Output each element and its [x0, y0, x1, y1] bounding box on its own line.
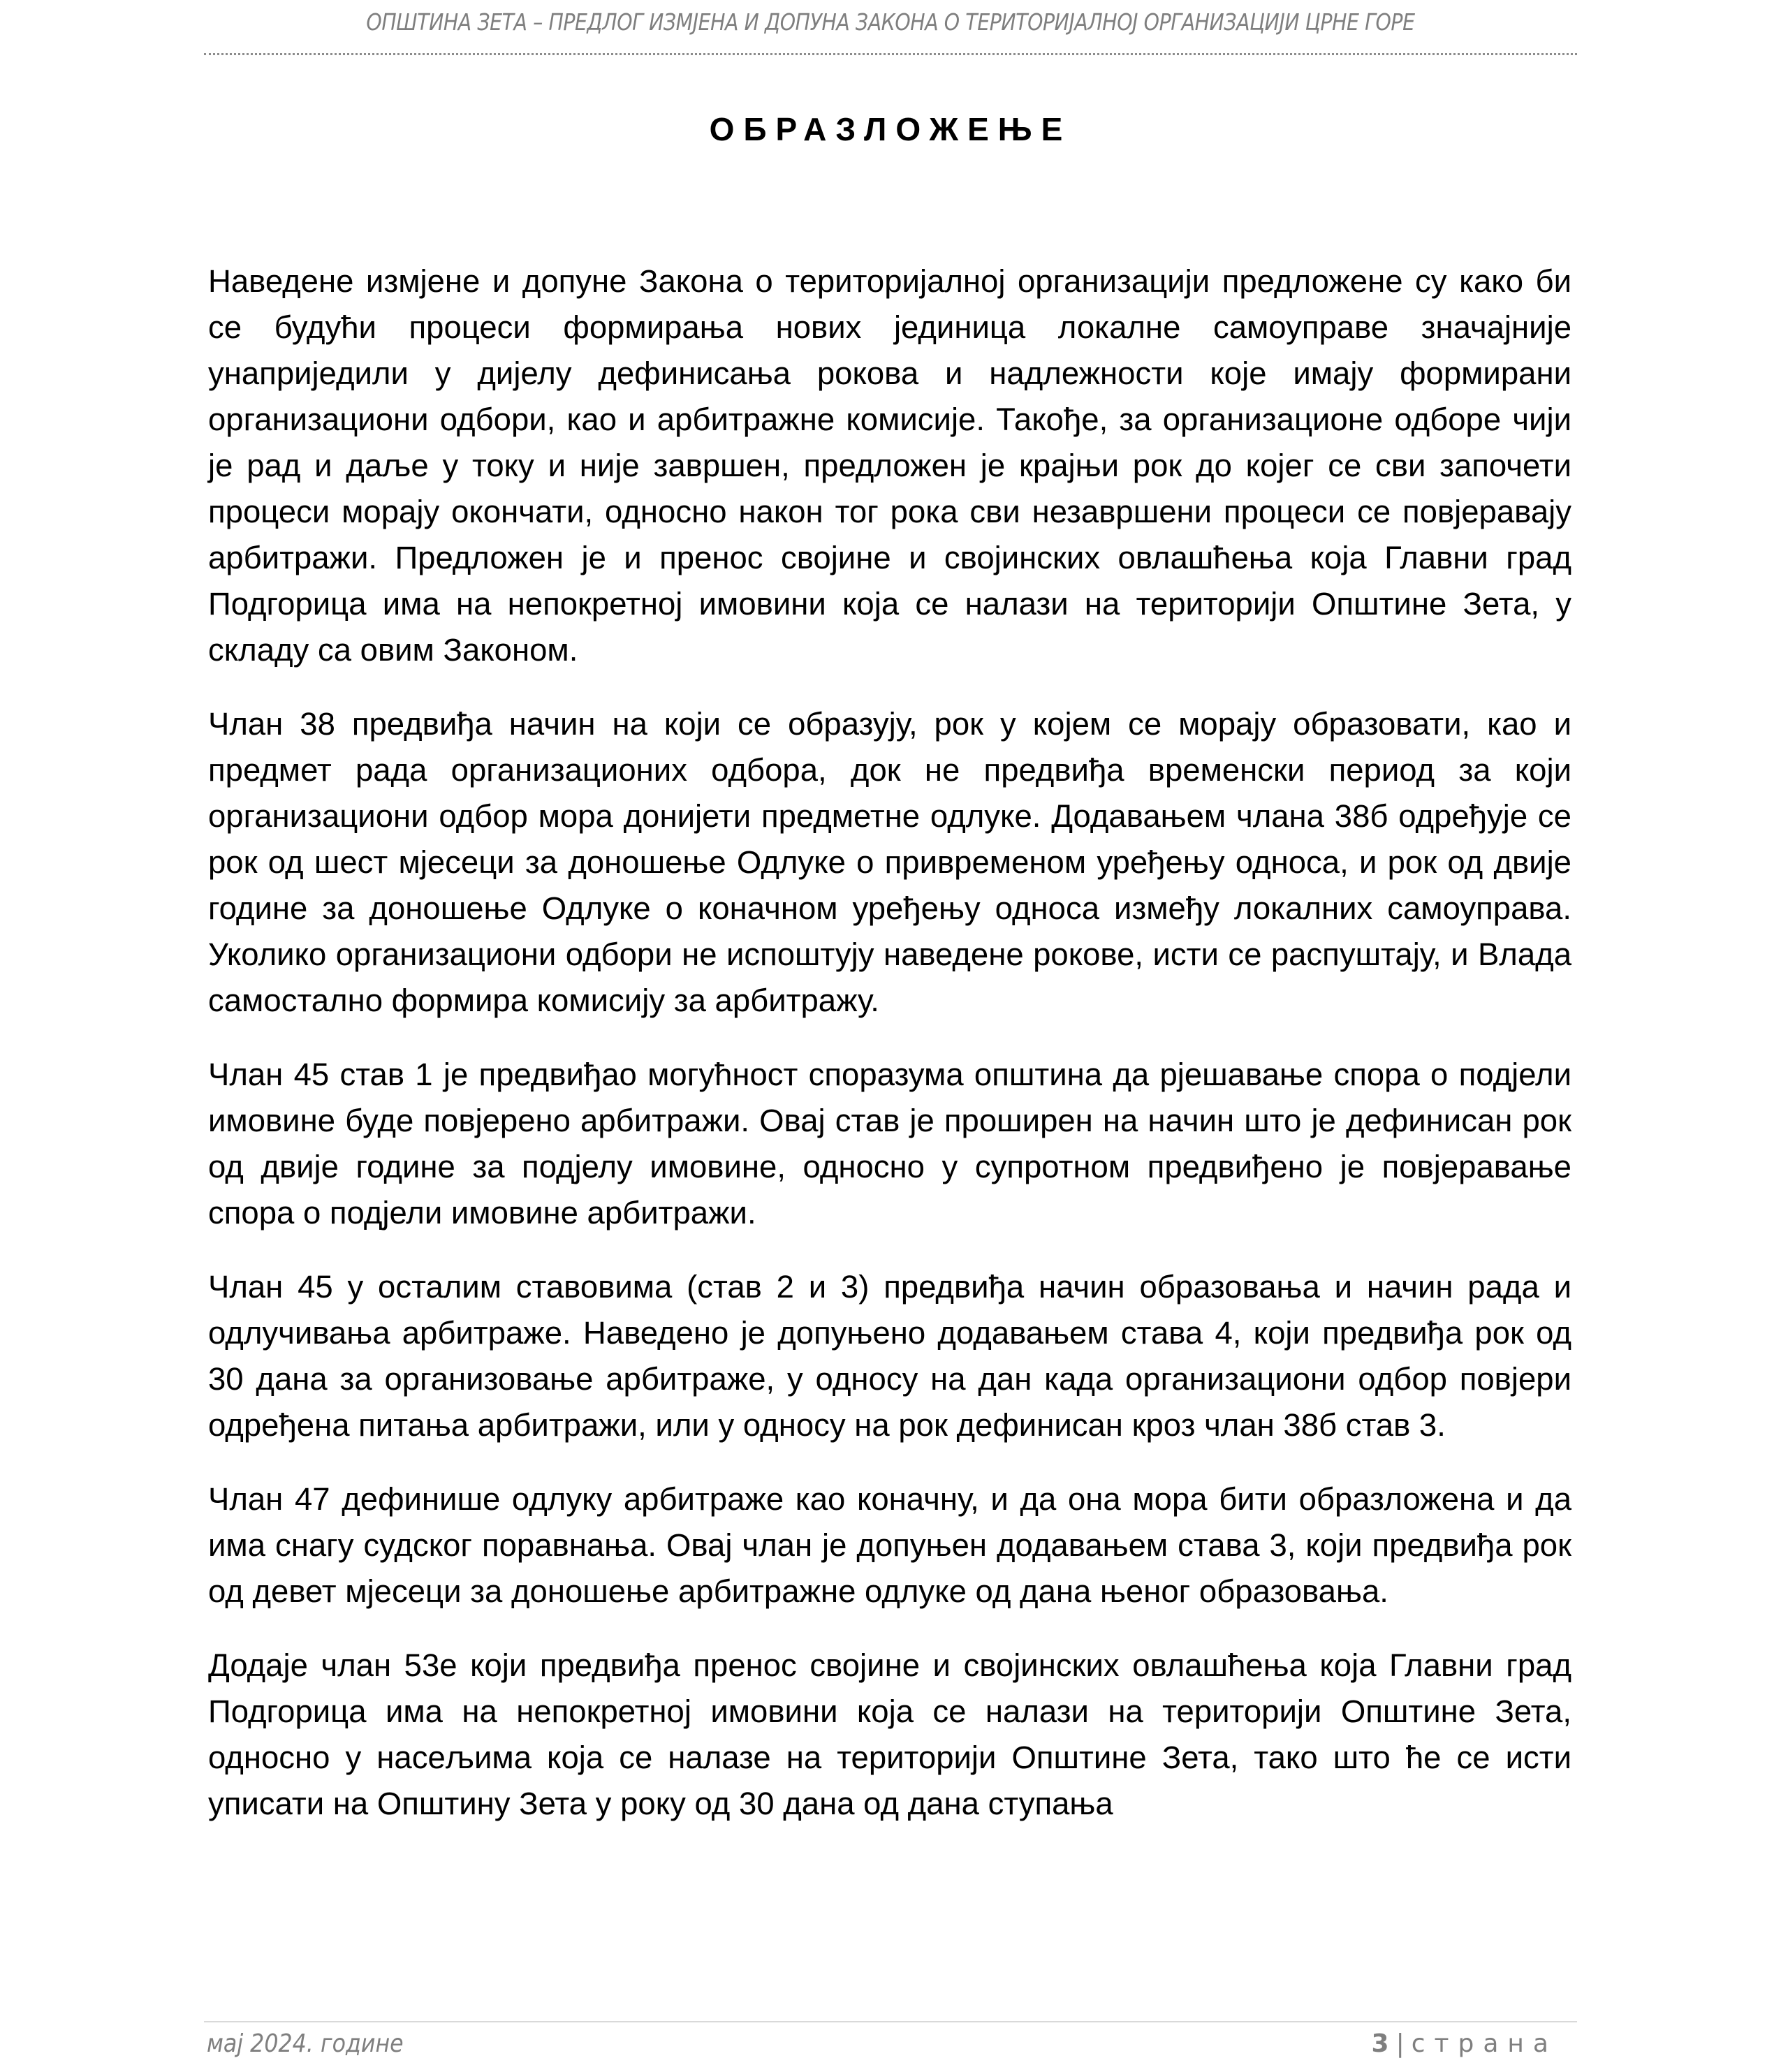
paragraph-article-38: Члан 38 предвиђа начин на који се образују, рок у којем се морају образовати, као и предмет рада организационих одбора, док не предвиђа временски период за који организациони одбор мора донијети предметне одлуке. Додавањем члана 38б одређује се рок од шест мјесеци за доношење Одлуке о привременом уређењу односа, и рок од двије године за доношење Одлуке о коначном уређењу односа између локалних самоуправа. Уколико организациони одбори не испоштују наведене рокове, исти се распуштају, и Влада самостално формира комисију за арбитражу.	[208, 706, 1571, 1018]
header-title: ОПШТИНА ЗЕТА – ПРЕДЛОГ ИЗМЈЕНА И ДОПУНА ЗАКОНА О ТЕРИТОРИЈАЛНОЈ ОРГАНИЗАЦИЈИ ЦРНЕ ГОРЕ	[366, 8, 1415, 36]
document-body	[208, 258, 1571, 1855]
document-title: ОБРАЗЛОЖЕЊЕ	[709, 111, 1072, 147]
page-label: страна	[1411, 2029, 1558, 2058]
paragraph-intro: Наведене измјене и допуне Закона о територијалној организацији предложене су како би се будући процеси формирања нових јединица локалне самоуправе значајније унаприједили у дијелу дефинисања рокова и надлежности које имају формирани организациони одбори, као и арбитражне комисије. Такође, за организационе одборе чији је рад и даље у току и није завршен, предложен је крајњи рок до којег се сви започети процеси морају окончати, односно након тог рока сви незавршени процеси се повјеравају арбитражи. Предложен је и пренос својине и својинских овлашћења која Главни град Подгорица има на непокретној имовини која се налази на територији Општине Зета, у складу са овим Законом.	[208, 263, 1571, 668]
header-divider	[204, 53, 1577, 55]
paragraph-article-47: Члан 47 дефинише одлуку арбитраже као коначну, и да она мора бити образложена и да има снагу судског поравнања. Овај члан је допуњен додавањем става 3, који предвиђа рок од девет мјесеци за доношење арбитражне одлуке од дана њеног образовања.	[208, 1481, 1571, 1609]
paragraph-article-45-para-1: Члан 45 став 1 је предвиђао могућност споразума општина да рјешавање спора о подјели имовине буде повјерено арбитражи. Овај став је проширен на начин што је дефинисан рок од двије године за подјелу имовине, односно у супротном предвиђено је повјеравање спора о подјели имовине арбитражи.	[208, 1057, 1571, 1230]
paragraph-article-45-other: Члан 45 у осталим ставовима (став 2 и 3) предвиђа начин образовања и начин рада и одлучивања арбитраже. Наведено је допуњено додавањем става 4, који предвиђа рок од 30 дана за организовање арбитраже, у односу на дан када организациони одбор повјери одређена питања арбитражи, или у односу на рок дефинисан кроз члан 38б став 3.	[208, 1269, 1571, 1443]
page-header	[204, 0, 1577, 57]
page-number: 3	[1371, 2029, 1389, 2058]
page-indicator	[1372, 2029, 1558, 2058]
page-footer	[204, 2021, 1577, 2072]
page-separator: |	[1395, 2029, 1405, 2058]
paragraph-article-53e: Додаје члан 53е који предвиђа пренос својине и својинских овлашћења која Главни град Подгорица има на непокретној имовини која се налази на територији Општине Зета, односно у насељима која се налазе на територији Општине Зета, тако што ће се исти уписати на Општину Зета у року од 30 дана од дана ступања	[208, 1647, 1571, 1821]
footer-date: мај 2024. године	[207, 2029, 404, 2058]
footer-divider	[204, 2021, 1577, 2022]
